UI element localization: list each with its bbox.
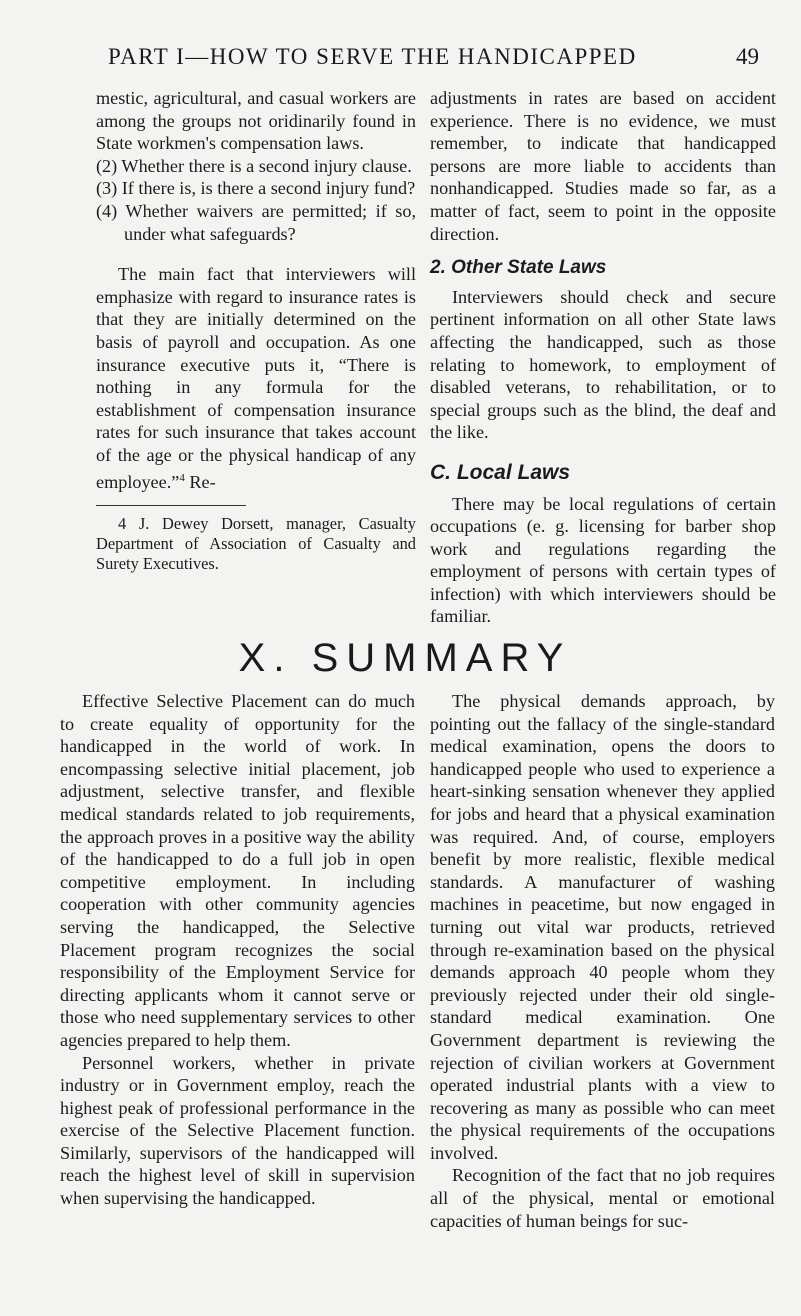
continued-paragraph: mestic, agricultural, and casual workers are among the groups not oridinarily found in State workmen's compensation laws. — [96, 88, 416, 154]
summary-paragraph: Recognition of the fact that no job requires all of the physical, mental or emotional capacities of human beings for suc- — [430, 1165, 775, 1231]
insurance-paragraph — [96, 263, 416, 493]
left-column-bottom — [60, 690, 415, 1210]
page-number: 49 — [736, 44, 759, 69]
continued-paragraph: adjustments in rates are based on accident experience. There is no evidence, we must remember, to indicate that handicapped persons are more liable to accidents than nonhandicapped. Studies made so far, as a matter of fact, seem to point in the opposite direction. — [430, 88, 776, 244]
footnote-reference: 4 — [179, 471, 185, 484]
state-laws-paragraph: Interviewers should check and secure pertinent information on all other State laws affecting the handicapped, such as those relating to homework, to employment of disabled veterans, to rehabilitation, or to special groups such as the blind, the deaf and the like. — [430, 286, 776, 443]
list-item: (2) Whether there is a second injury clause. — [96, 155, 412, 176]
summary-paragraph: Effective Selective Placement can do much to create equality of opportunity for the handicapped in the world of work. In encompassing selective initial placement, job adjustment, selective transfer, and flexible medical standards related to job requirements, the approach proves in a positive way the ability of the handicapped to do a full job in open competitive employment. In including cooperation with other community agencies serving the handicapped, the Selective Placement program recognizes the social responsibility of the Employment Service for directing applicants whom it cannot serve or those who need supplementary services to other agencies prepared to help them. — [60, 691, 415, 1050]
left-column-top — [96, 87, 416, 574]
local-laws-paragraph: There may be local regulations of certain occupations (e. g. licensing for barber shop work and regulations regarding the employment of persons with certain types of infection) with which interviewers should be familiar. — [430, 493, 776, 627]
subheading-other-state-laws: 2. Other State Laws — [430, 257, 607, 279]
footnote: 4 J. Dewey Dorsett, manager, Casualty Department of Association of Casualty and Surety Executives. — [96, 514, 416, 574]
section-heading: X. SUMMARY — [238, 636, 572, 680]
summary-paragraph: Personnel workers, whether in private industry or in Government employ, reach the highest peak of professional performance in the exercise of the Selective Placement function. Similarly, supervisors of the handicapped will reach the highest level of skill in supervision when supervising the handicapped. — [60, 1052, 415, 1209]
paragraph-end: Re- — [184, 471, 216, 492]
right-column-top — [430, 87, 776, 628]
list-item: (4) Whether waivers are permitted; if so, under what safeguards? — [96, 200, 416, 244]
right-column-bottom — [430, 690, 775, 1232]
subheading-local-laws: C. Local Laws — [430, 460, 571, 484]
list-item: (3) If there is, is there a second injury fund? — [96, 178, 416, 199]
footnote-divider — [96, 505, 246, 506]
paragraph-text: The main fact that interviewers will emphasize with regard to insurance rates is that they are initially determined on the basis of payroll and occupation. As one insurance executive puts it, “There is nothing in any formula for the establishment of compensation insurance rates for such insurance that takes account of the age or the physical handicap of any employee.” — [96, 264, 416, 492]
summary-paragraph: The physical demands approach, by pointing out the fallacy of the single-standard medical examination, opens the doors to handicapped people who used to experience a heart-sinking sensation whenever they applied for jobs and heard that a physical examination was required. And, of course, employers benefit by more realistic, flexible medical standards. A manufacturer of washing machines in peacetime, but now engaged in turning out vital war products, retrieved through re-examination based on the physical demands approach 40 people whom they previously rejected under their old single-standard medical examination. One Government department is reviewing the rejection of civilian workers at Government operated industrial plants with a view to recovering as many as possible who can meet the physical requirements of the occupations involved. — [430, 691, 775, 1163]
running-head: PART I—HOW TO SERVE THE HANDICAPPED — [108, 44, 637, 69]
